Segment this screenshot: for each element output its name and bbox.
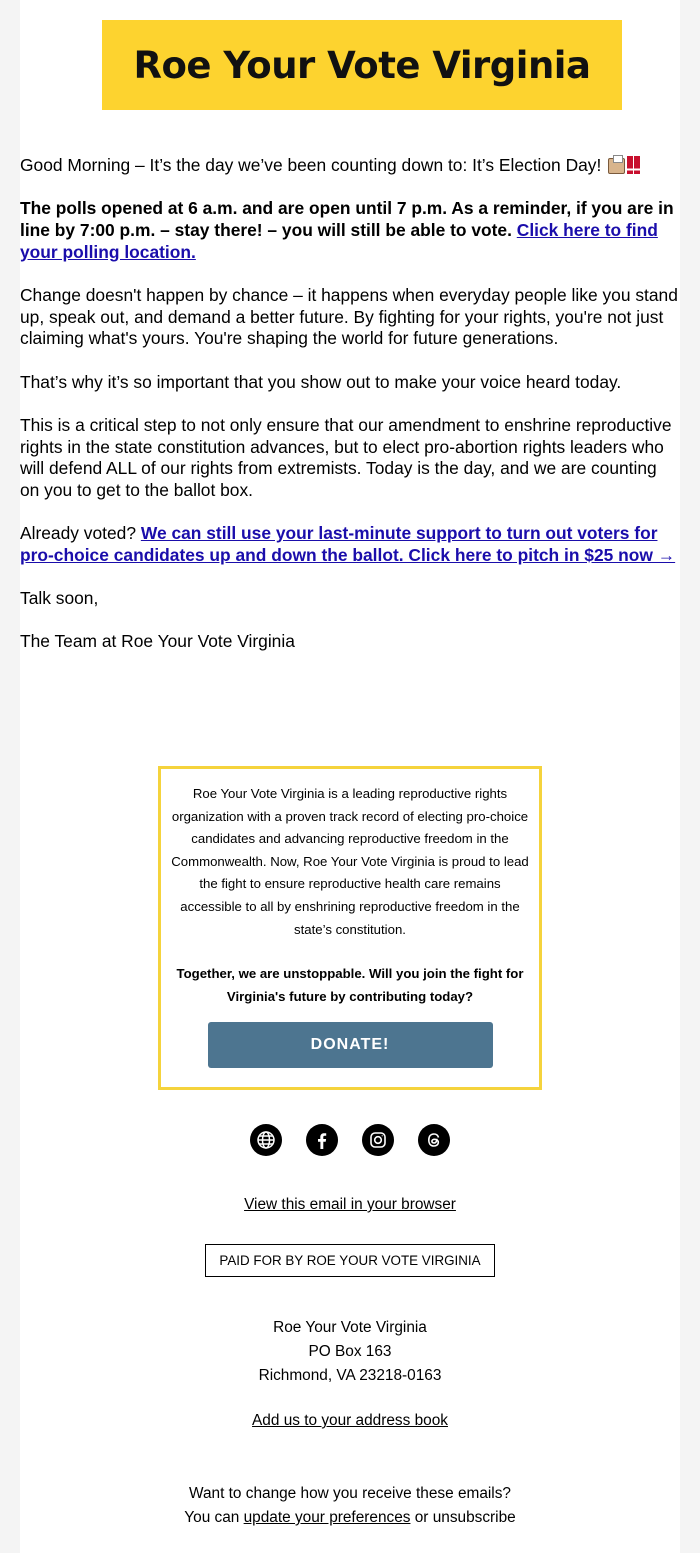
change-prompt: Want to change how you receive these emails?	[189, 1485, 511, 1502]
you-can-text: You can	[184, 1509, 240, 1526]
card-call-to-action: Together, we are unstoppable. Will you join the fight for Virginia's future by contributing today?	[176, 966, 524, 1004]
change-paragraph: Change doesn't happen by chance – it happens when everyday people like you stand up, speak out, and demand a better future. By fighting for your rights, you're not just claiming what's yours. You're shaping the world for future generations.	[20, 284, 678, 349]
polls-paragraph	[20, 198, 680, 263]
greeting-paragraph	[20, 155, 680, 177]
logo-text: Roe Your Vote Virginia	[133, 43, 591, 87]
support-link[interactable]: We can still use your last-minute support to turn out voters for pro-choice candidates up and down the ballot. Click here to pitch in $25 now →	[20, 523, 676, 565]
voice-paragraph: That’s why it’s so important that you show out to make your voice heard today.	[20, 371, 622, 392]
address-line2: Richmond, VA 23218-0163	[258, 1367, 442, 1384]
signature-text: The Team at Roe Your Vote Virginia	[20, 631, 295, 652]
unsubscribe-text[interactable]: or unsubscribe	[414, 1509, 516, 1526]
exclamation-icon	[627, 156, 633, 174]
greeting-text: Good Morning – It’s the day we’ve been counting down to: It’s Election Day!	[20, 155, 602, 175]
exclamation-icon	[634, 156, 640, 174]
donate-card	[158, 766, 542, 1090]
header-logo	[102, 20, 622, 110]
paid-for-disclaimer: PAID FOR BY ROE YOUR VOTE VIRGINIA	[205, 1244, 495, 1277]
address-book-row	[20, 1412, 680, 1430]
social-links	[20, 1124, 680, 1156]
address-name: Roe Your Vote Virginia	[273, 1319, 427, 1336]
already-voted-paragraph	[20, 523, 680, 566]
ballot-box-icon	[608, 158, 625, 174]
donate-button[interactable]: DONATE!	[208, 1022, 493, 1068]
address-line1: PO Box 163	[308, 1343, 392, 1360]
instagram-icon[interactable]	[362, 1124, 394, 1156]
mailing-address	[20, 1316, 680, 1388]
threads-icon[interactable]	[418, 1124, 450, 1156]
preferences-footer	[20, 1482, 680, 1530]
already-voted-text: Already voted?	[20, 523, 137, 544]
card-description: Roe Your Vote Virginia is a leading reproductive rights organization with a proven track record of electing pro-choice candidates and advancing reproductive freedom in the Commonwealth. Now, Roe Your Vote Virginia is proud to lead the fight to ensure reproductive health care remains accessible to all by enshrining reproductive freedom in the state’s constitution.	[171, 786, 529, 937]
facebook-icon[interactable]	[306, 1124, 338, 1156]
email-page	[20, 0, 680, 1553]
view-in-browser-link[interactable]: View this email in your browser	[244, 1196, 456, 1213]
address-book-link[interactable]: Add us to your address book	[252, 1412, 448, 1429]
preferences-line	[20, 1506, 680, 1530]
update-preferences-link[interactable]: update your preferences	[243, 1509, 411, 1526]
critical-paragraph: This is a critical step to not only ensure that our amendment to enshrine reproductive rights in the state constitution advances, but to elect pro-abortion rights leaders who will defend ALL of our rights from extremists. Today is the day, and we are counting on you to get to the ballot box.	[20, 414, 672, 500]
website-icon[interactable]	[250, 1124, 282, 1156]
signoff-text: Talk soon,	[20, 588, 99, 609]
email-body	[20, 155, 680, 675]
view-in-browser-row	[20, 1196, 680, 1214]
polling-location-link[interactable]: Click here to find your polling location.	[20, 219, 658, 262]
polls-bold-text: The polls opened at 6 a.m. and are open until 7 p.m. As a reminder, if you are in line by 7:00 p.m. – stay there! – you will still be able to vote.	[20, 198, 674, 240]
